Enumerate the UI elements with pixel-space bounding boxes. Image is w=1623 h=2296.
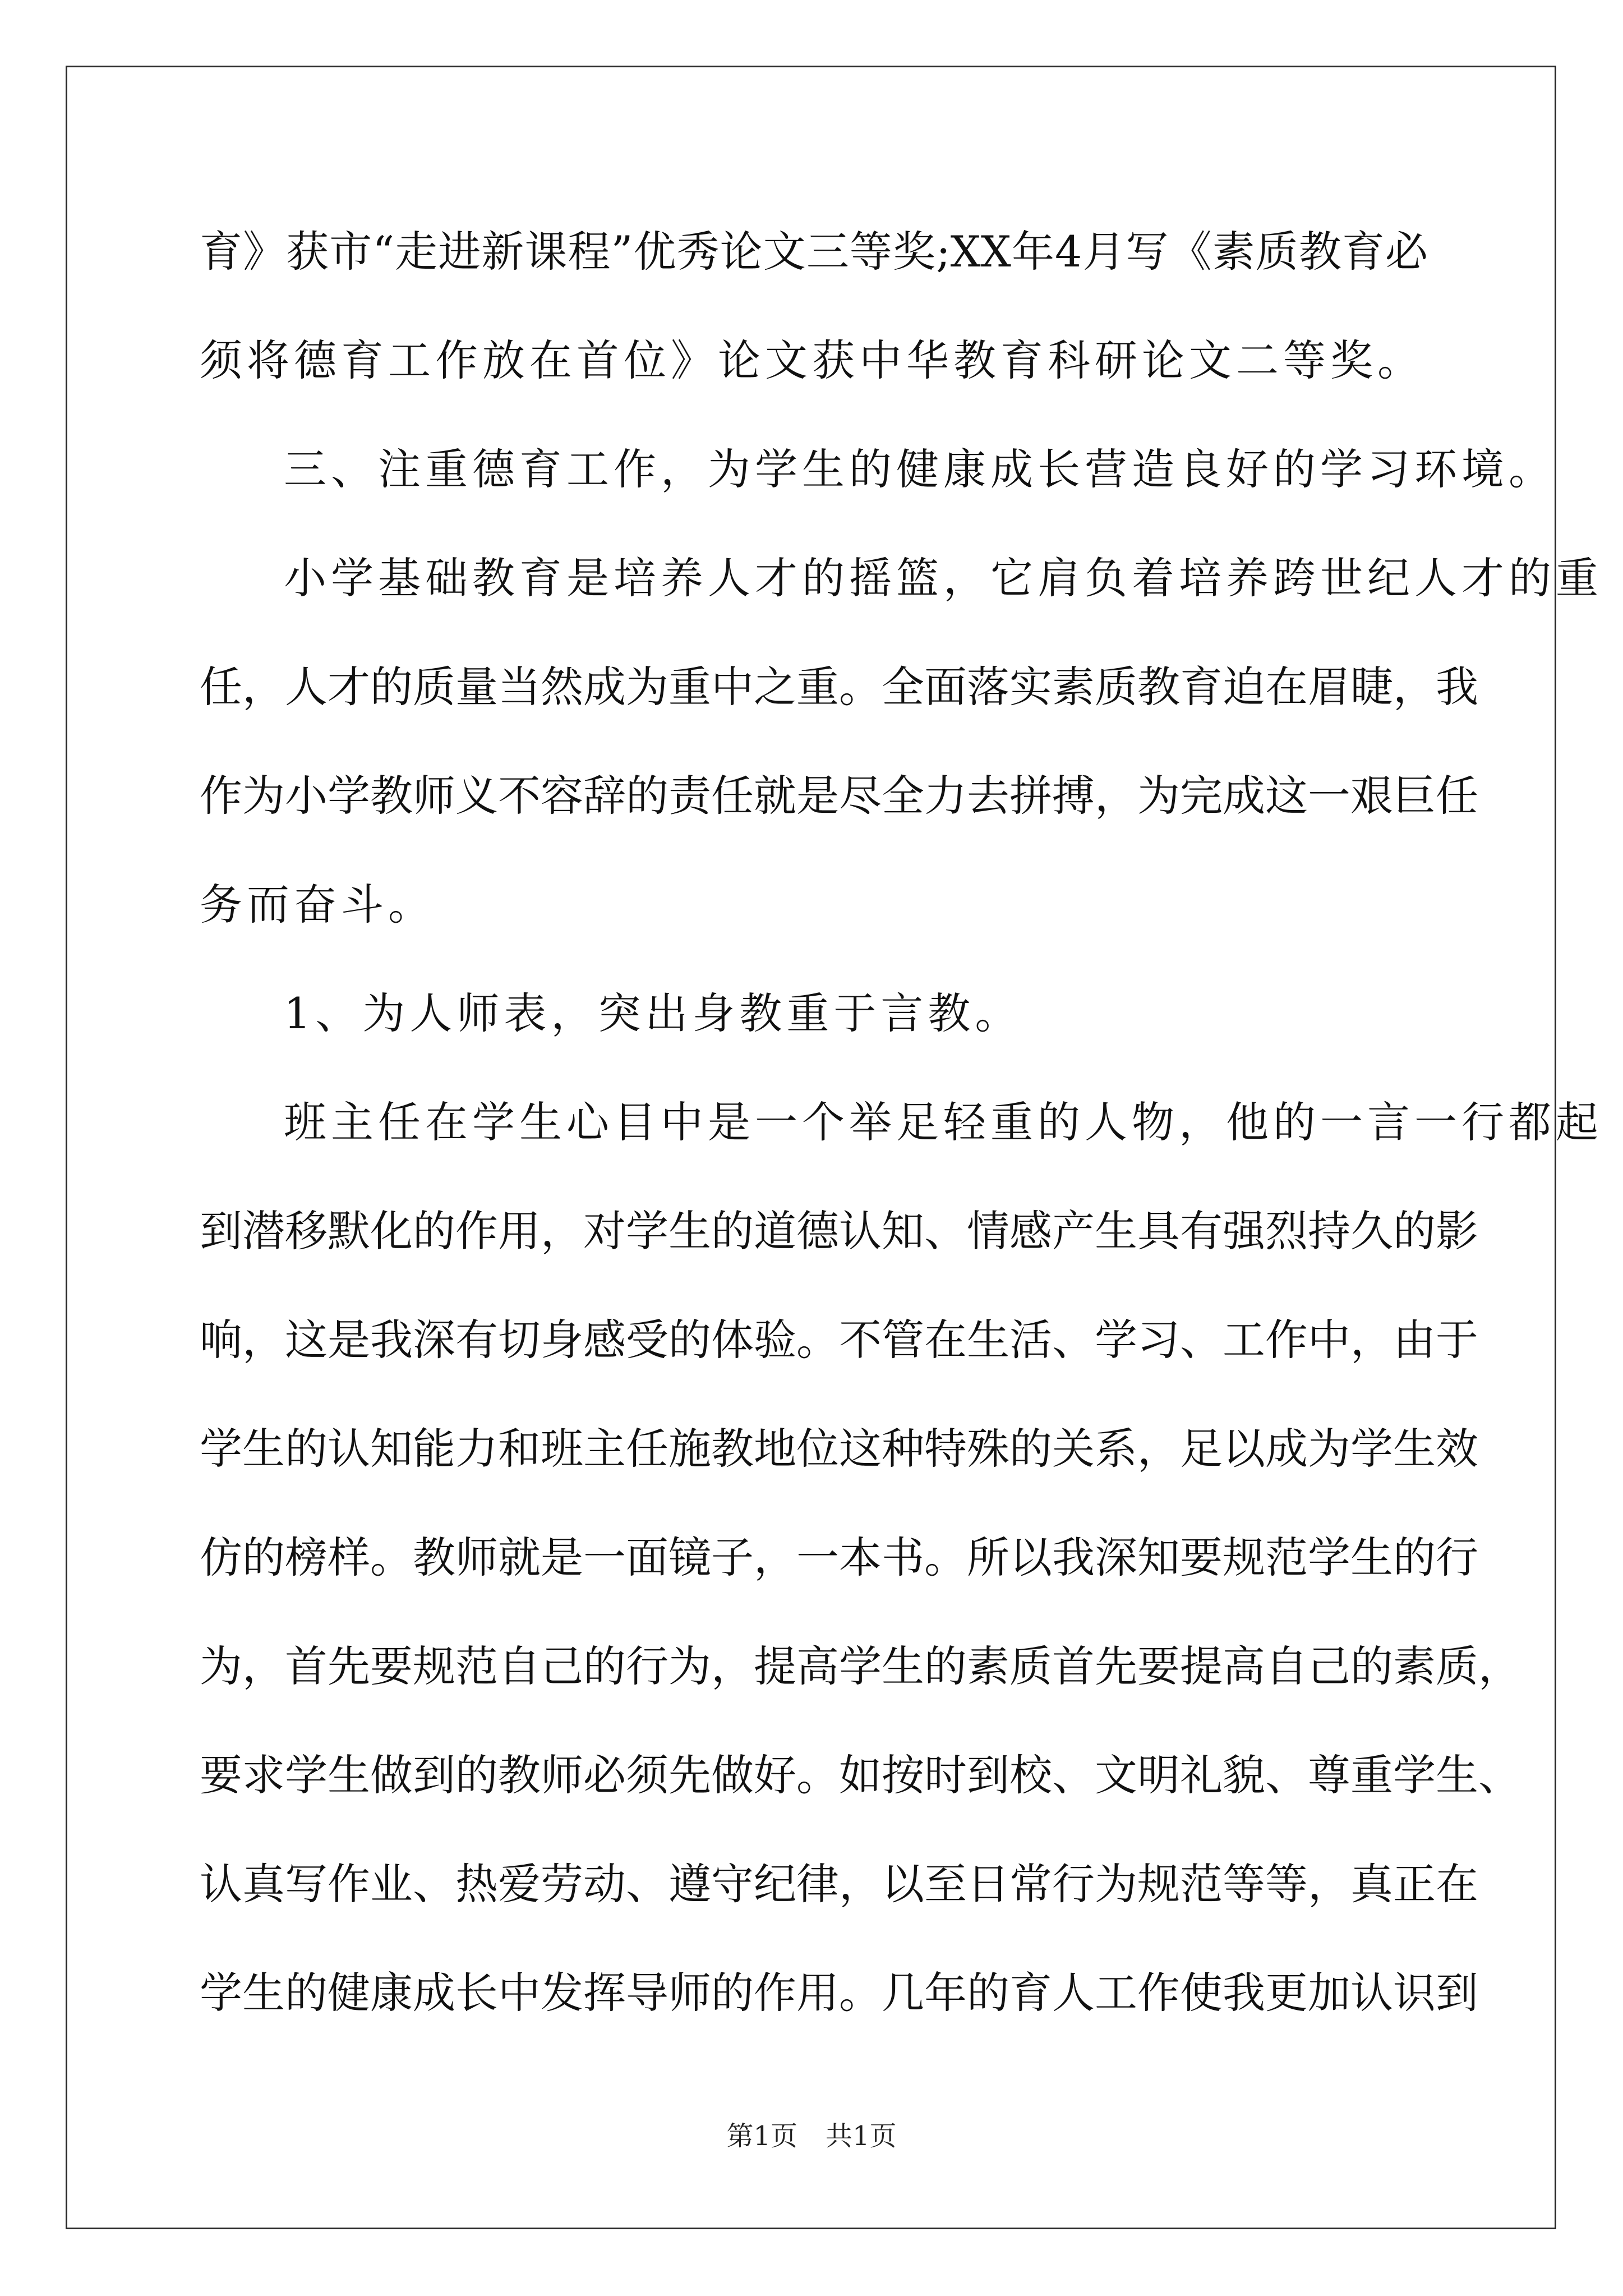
subsection-heading: 1、为人师表，突出身教重于言教。 [284,988,1022,1038]
section-heading: 三、注重德育工作，为学生的健康成长营造良好的学习环境。 [284,444,1556,494]
text-line: 学生的健康成长中发挥导师的作用。几年的育人工作使我更加认识到 [200,1968,1478,2018]
page-total: 共1页 [826,2120,897,2152]
page-footer [0,2119,1623,2153]
text-line: 响，这是我深有切身感受的体验。不管在生活、学习、工作中，由于 [200,1315,1478,1365]
text-line: 作为小学教师义不容辞的责任就是尽全力去拼搏，为完成这一艰巨任 [200,771,1478,821]
text-line: 学生的认知能力和班主任施教地位这种特殊的关系，足以成为学生效 [200,1424,1478,1474]
text-line: 要求学生做到的教师必须先做好。如按时到校、文明礼貌、尊重学生、 [200,1750,1521,1800]
text-line: 务而奋斗。 [200,880,435,930]
text-line: 仿的榜样。教师就是一面镜子，一本书。所以我深知要规范学生的行 [200,1533,1478,1582]
text-line: 育》获市“走进新课程”优秀论文三等奖;XX年4月写《素质教育必 [200,227,1428,277]
text-line: 认真写作业、热爱劳动、遵守纪律，以至日常行为规范等等，真正在 [200,1859,1478,1909]
text-line: 为，首先要规范自己的行为，提高学生的素质首先要提高自己的素质， [200,1641,1521,1691]
paragraph-start-line: 小学基础教育是培养人才的摇篮，它肩负着培养跨世纪人才的重 [284,553,1603,603]
text-line: 到潜移默化的作用，对学生的道德认知、情感产生具有强烈持久的影 [200,1206,1478,1256]
page-number: 第1页 [726,2120,797,2152]
paragraph-start-line: 班主任在学生心目中是一个举足轻重的人物，他的一言一行都起 [284,1097,1603,1147]
document-body [200,215,1603,2065]
text-line: 须将德育工作放在首位》论文获中华教育科研论文二等奖。 [200,335,1424,385]
text-line: 任，人才的质量当然成为重中之重。全面落实素质教育迫在眉睫，我 [200,662,1478,712]
